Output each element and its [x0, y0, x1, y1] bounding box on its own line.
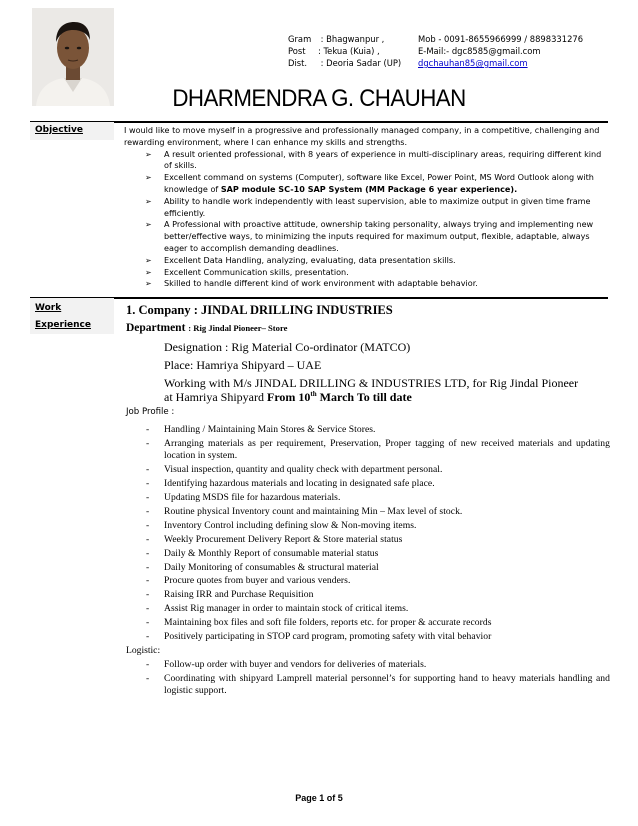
list-item: - Follow-up order with buyer and vendors for deliveries of materials. [126, 659, 610, 671]
designation: Designation : Rig Material Co-ordinator (MATCO) [164, 340, 411, 354]
list-item: ➢ A Professional with proactive attitude, ownership taking personality, always trying and implementing new better/effective ways, to minimizing the inputs required for maximum output, flexible, adaptable, always eager to accomplish demanding deadlines. [124, 219, 610, 254]
date-text: From 10 [266, 390, 311, 404]
page-number: Page 1 of 5 [295, 793, 343, 803]
section-divider [30, 297, 608, 299]
contact-block [418, 33, 583, 69]
list-item-text: Excellent command on systems (Computer), software like Excel, Power Point, MS Word Outlook along with knowledge of [164, 172, 594, 194]
list-item: ➢ Skilled to handle different kind of work environment with adaptable behavior. [124, 278, 610, 290]
gram-value: : Bhagwanpur , [320, 34, 385, 44]
working-line-1: Working with M/s JINDAL DRILLING & INDUSTRIES LTD, for Rig Jindal Pioneer [164, 376, 579, 390]
objective-body [124, 125, 610, 290]
department-value: : Rig Jindal Pioneer– Store [188, 323, 288, 333]
candidate-name: DHARMENDRA G. CHAUHAN [172, 85, 466, 112]
list-item: - Raising IRR and Purchase Requisition [126, 589, 610, 601]
post-label: Post [288, 46, 306, 56]
list-item: ➢ Ability to handle work independently with least supervision, able to maximize output in given time frame efficiently. [124, 196, 610, 220]
logistic-label: Logistic: [126, 645, 161, 656]
post-value: : Tekua (Kuia) , [318, 46, 380, 56]
place: Place: Hamriya Shipyard – UAE [164, 358, 322, 372]
list-item: - Identifying hazardous materials and locating in designated safe place. [126, 478, 610, 490]
department-line [126, 322, 287, 334]
working-text: at Hamriya Shipyard [164, 390, 267, 404]
list-item: - Daily Monitoring of consumables & structural material [126, 562, 610, 574]
list-item: - Procure quotes from buyer and various venders. [126, 575, 610, 587]
list-item: - Handling / Maintaining Main Stores & Service Stores. [126, 424, 610, 436]
duties-list [126, 424, 610, 699]
date-suffix: th [310, 390, 317, 398]
dist-label: Dist. [288, 58, 308, 68]
list-item: - Assist Rig manager in order to maintain stock of critical items. [126, 603, 610, 615]
company-title: 1. Company : JINDAL DRILLING INDUSTRIES [126, 303, 393, 317]
gram-label: Gram [288, 34, 312, 44]
email-link[interactable]: dgchauhan85@gmail.com [418, 58, 528, 68]
email-address: E-Mail:- dgc8585@gmail.com [418, 46, 541, 56]
address-block [288, 33, 401, 69]
section-divider [30, 121, 608, 123]
mobile-number: Mob - 0091-8655966999 / 8898331276 [418, 34, 584, 44]
start-date [267, 390, 412, 404]
list-item: - Weekly Procurement Delivery Report & Store material status [126, 534, 610, 546]
list-item: ➢ A result oriented professional, with 8 years of experience in multi-disciplinary areas, requiring different kind of skills. [124, 149, 610, 173]
list-item: - Updating MSDS file for hazardous materials. [126, 492, 610, 504]
heading-line: Work [35, 303, 62, 313]
working-line-2 [164, 390, 412, 405]
objective-heading: Objective [35, 125, 83, 135]
sap-knowledge: SAP module SC-10 SAP System (MM Package 6 year experience). [220, 183, 518, 194]
date-text: March To till date [316, 390, 412, 404]
list-item: - Coordinating with shipyard Lamprell material personnel’s for supporting hand to heavy materials handling and logistic support. [126, 673, 610, 698]
list-item: - Daily & Monthly Report of consumable material status [126, 548, 610, 560]
list-item: ➢ Excellent Communication skills, presentation. [124, 267, 610, 279]
heading-line: Experience [35, 320, 91, 330]
list-item [124, 172, 610, 196]
list-item: - Routine physical Inventory count and maintaining Min – Max level of stock. [126, 506, 610, 518]
list-item: ➢ Excellent Data Handling, analyzing, evaluating, data presentation skills. [124, 255, 610, 267]
list-item: - Inventory Control including defining slow & Non-moving items. [126, 520, 610, 532]
dist-value: : Deoria Sadar (UP) [320, 58, 402, 68]
objective-list [124, 149, 610, 291]
job-profile-label: Job Profile : [126, 407, 175, 417]
list-item: - Positively participating in STOP card program, promoting safety with vital behavior [126, 631, 610, 643]
objective-intro: I would like to move myself in a progressive and professionally managed company, in a competitive, challenging and rewarding environment, where I can enhance my skills and strengths. [124, 125, 600, 147]
list-item: - Maintaining box files and soft file folders, reports etc. for proper & accurate records [126, 617, 610, 629]
department-label: Department [126, 322, 186, 334]
work-experience-heading [35, 300, 91, 334]
list-item: - Visual inspection, quantity and quality check with department personal. [126, 464, 610, 476]
list-item: - Arranging materials as per requirement, Preservation, Proper tagging of new received materials and updating location in system. [126, 438, 610, 463]
